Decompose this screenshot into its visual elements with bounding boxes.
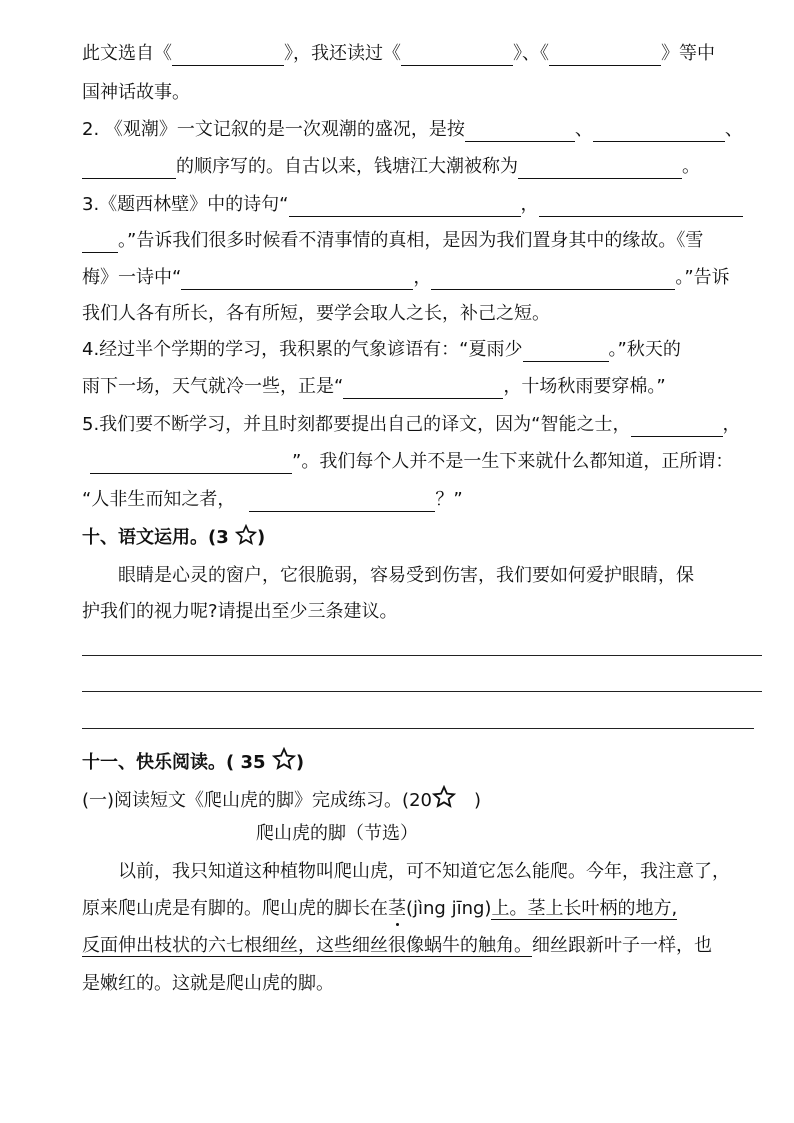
q2-blank-title[interactable] (518, 158, 682, 179)
q1-text: ，我还读过 (293, 43, 383, 64)
section10-prompt-line1: 眼睛是心灵的窗户，它很脆弱，容易受到伤害，我们要如何爱护眼睛，保 (118, 565, 694, 586)
q3-blank-poem3[interactable] (181, 269, 413, 290)
q5-line3 (82, 488, 463, 512)
section11-subheading (82, 785, 481, 813)
answer-line-1[interactable] (82, 655, 762, 656)
book-quote-left: 《 (540, 43, 549, 64)
q5-text: 5.我们要不断学习，并且时刻都要提出自己的译文，因为“智能之士， (82, 414, 631, 435)
q3-blank-poem4[interactable] (431, 269, 675, 290)
q1-blank-source[interactable] (172, 45, 284, 66)
subheading-text: (一)阅读短文《爬山虎的脚》完成练习。(20 (82, 790, 432, 811)
q5-line2 (90, 450, 733, 474)
passage-line4: 是嫩红的。这就是爬山虎的脚。 (82, 973, 334, 994)
star-outline-icon (235, 524, 257, 546)
q3-text: 梅》一诗中“ (82, 267, 182, 288)
q2-text: 2. 《观潮》一文记叙的是一次观潮的盛况，是按 (82, 119, 465, 140)
separator: 、 (724, 119, 743, 140)
q3-line3 (82, 266, 730, 290)
section11-close: ) (295, 752, 305, 773)
q2-line1 (82, 118, 743, 142)
q1-text: 此文选自 (82, 43, 154, 64)
period: 。 (682, 156, 700, 177)
passage-text: 细丝跟新叶子一样，也 (532, 935, 712, 956)
q2-text: 的顺序写的。自古以来，钱塘江大潮被称为 (176, 156, 518, 177)
q5-blank-quote1[interactable] (631, 416, 723, 437)
answer-line-3[interactable] (82, 728, 754, 729)
underlined-sentence: 茎上长叶柄的地方, (527, 898, 678, 919)
passage-title: 爬山虎的脚（节选） (256, 823, 418, 844)
q3-blank-poem2[interactable] (539, 196, 743, 217)
q5-text: ”。我们每个人并不是一生下来就什么都知道，正所谓： (292, 451, 734, 472)
answer-line-2[interactable] (82, 691, 762, 692)
q5-text: “人非生而知之者， (82, 489, 236, 510)
underlined-sentence: 上。 (491, 898, 528, 919)
q4-text: 4.经过半个学期的学习，我积累的气象谚语有：“夏雨少 (82, 339, 523, 360)
q1-blank-story1[interactable] (401, 45, 513, 66)
q3-blank-poem1[interactable] (289, 196, 521, 217)
book-quote-right: 》 (284, 43, 293, 64)
subheading-close: ) (473, 790, 482, 811)
underlined-sentence: 反面伸出枝状的六七根细丝，这些细丝很像蜗牛的触角。 (82, 935, 532, 956)
passage-line2 (82, 897, 677, 921)
star-outline-icon (432, 785, 456, 809)
book-quote-left: 《 (154, 43, 172, 64)
section11-heading (82, 747, 304, 775)
q4-blank-proverb1[interactable] (523, 341, 609, 362)
section10-prompt-line2: 护我们的视力呢?请提出至少三条建议。 (82, 601, 398, 622)
comma: ， (413, 267, 432, 288)
q4-text: 雨下一场，天气就冷一些，正是“ (82, 376, 344, 397)
q5-blank-quote3[interactable] (249, 491, 435, 512)
q4-line2 (82, 375, 666, 399)
q3-line1 (82, 193, 743, 217)
q1-blank-story2[interactable] (549, 45, 661, 66)
q1-line1 (82, 42, 715, 66)
q3-text: 。”告诉 (675, 267, 730, 288)
comma: ， (722, 414, 741, 435)
q1-text: 等中 (679, 43, 715, 64)
pinyin-choice[interactable]: (jìng jīng) (406, 898, 492, 919)
q4-text: 。”秋天的 (608, 339, 681, 360)
star-outline-icon (272, 747, 296, 771)
q5-line1 (82, 413, 741, 437)
q3-line2 (82, 229, 703, 253)
q2-blank-order3[interactable] (82, 158, 176, 179)
book-quote-left: 《 (383, 43, 401, 64)
section10-title: 十、语文运用。(3 (82, 527, 229, 548)
q3-text: 。”告诉我们很多时候看不清事情的真相，是因为我们置身其中的缘故。《雪 (118, 230, 704, 251)
q4-line1 (82, 338, 681, 362)
book-quote-right: 》 (513, 43, 522, 64)
section11-title: 十一、快乐阅读。( 35 (82, 752, 266, 773)
q5-blank-quote2[interactable] (90, 453, 292, 474)
passage-line1: 以前，我只知道这种植物叫爬山虎，可不知道它怎么能爬。今年，我注意了， (118, 861, 730, 882)
separator: 、 (522, 43, 540, 64)
q1-line2: 国神话故事。 (82, 82, 190, 103)
q3-blank-poem2-cont[interactable] (82, 232, 118, 253)
q2-blank-order2[interactable] (593, 121, 725, 142)
book-quote-right: 》 (661, 43, 679, 64)
section10-close: ) (257, 527, 266, 548)
q2-line2 (82, 155, 700, 179)
q4-text: ，十场秋雨要穿棉。” (503, 376, 666, 397)
q3-line4: 我们人各有所长，各有所短，要学会取人之长，补己之短。 (82, 303, 550, 324)
q5-text: ？” (435, 489, 463, 510)
q2-blank-order1[interactable] (465, 121, 575, 142)
comma: ， (520, 194, 539, 215)
dotted-character: 茎 (388, 898, 406, 919)
passage-line3 (82, 934, 712, 958)
passage-text: 原来爬山虎是有脚的。爬山虎的脚长在 (82, 898, 388, 919)
q3-text: 3.《题西林壁》中的诗句“ (82, 194, 289, 215)
separator: 、 (574, 119, 593, 140)
section10-heading (82, 524, 265, 550)
q4-blank-proverb2[interactable] (343, 378, 503, 399)
